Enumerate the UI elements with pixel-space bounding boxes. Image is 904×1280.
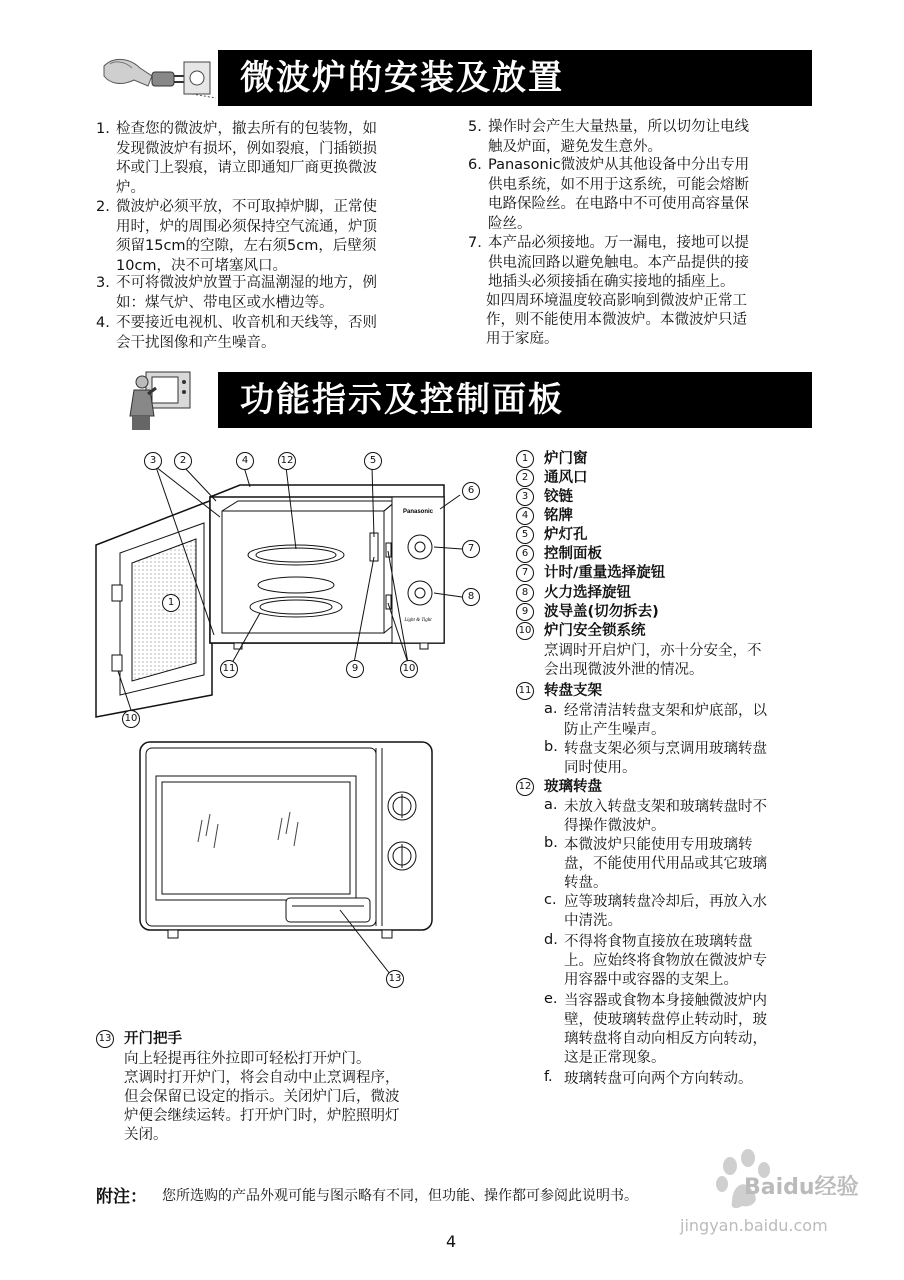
install-item-1 (96, 120, 456, 200)
item-number: 7. (468, 235, 482, 251)
sub-letter: e. (544, 991, 558, 1007)
section2-title: 功能指示及控制面板 (218, 372, 812, 428)
install-extra-note: 如四周环境温度较高影响到微波炉正常工 作，则不能使用本微波炉。本微波炉只适 用于家庭。 (486, 293, 747, 347)
item-text: 不可将微波炉放置于高温潮湿的地方，例 如：煤气炉、带电区或水槽边等。 (116, 275, 377, 311)
microwave-open-diagram (90, 445, 500, 730)
legend-mark: 1 (516, 450, 534, 468)
install-item-7 (468, 234, 808, 294)
callout-8: 8 (462, 588, 480, 606)
item-text: 微波炉必须平放，不可取掉炉脚，正常使 用时，炉的周围必须保持空气流通，炉顶 须留15cm的空隙，左右须5cm，后壁须 10cm，决不可堵塞风口。 (116, 199, 377, 274)
legend-item-11 (516, 682, 816, 701)
callout-6: 6 (462, 482, 480, 500)
watermark-logo: Baidu经验 (744, 1175, 859, 1200)
legend-item-8 (516, 584, 816, 603)
install-item-4 (96, 314, 456, 354)
install-item-5 (468, 118, 808, 158)
install-item-2 (96, 198, 456, 278)
item-text: 操作时会产生大量热量，所以切勿让电线 触及炉面，避免发生意外。 (488, 119, 749, 155)
legend-label: 铭牌 (544, 508, 573, 524)
item12-sub-c (544, 893, 814, 931)
page-number: 4 (446, 1232, 457, 1251)
legend-mark: 8 (516, 584, 534, 602)
legend-mark: 2 (516, 469, 534, 487)
item-number: 3. (96, 275, 110, 291)
sub-letter: c. (544, 892, 557, 908)
legend-mark: 3 (516, 488, 534, 506)
legend-mark: 6 (516, 545, 534, 563)
item-text: Panasonic微波炉从其他设备中分出专用 供电系统，如不用于这系统，可能会熔断 电路保险丝。在电路中不可使用高容量保 险丝。 (488, 157, 750, 232)
callout-4: 4 (236, 452, 254, 470)
install-item-6 (468, 156, 808, 236)
sub-letter: b. (544, 739, 558, 755)
legend-label: 炉灯孔 (544, 527, 588, 543)
brand-label: Panasonic (402, 509, 434, 515)
section1-title: 微波炉的安装及放置 (218, 50, 812, 106)
sub-letter: d. (544, 932, 558, 948)
callout-3: 3 (144, 452, 162, 470)
sub-letter: f. (544, 1069, 553, 1085)
item11-sub-a (544, 702, 814, 740)
sub-text: 玻璃转盘可向两个方向转动。 (564, 1071, 753, 1087)
callout-10: 10 (400, 660, 418, 678)
callout-13: 13 (386, 970, 404, 988)
legend-item-10-desc: 烹调时开启炉门，亦十分安全，不 会出现微波外泄的情况。 (544, 643, 762, 678)
item-number: 1. (96, 121, 110, 137)
legend-mark: 11 (516, 682, 534, 700)
badge-label: Light & Tight (404, 618, 432, 623)
legend-item-13 (96, 1030, 396, 1049)
callout-2: 2 (174, 452, 192, 470)
sub-letter: a. (544, 701, 558, 717)
legend-mark: 13 (96, 1030, 114, 1048)
legend-label: 转盘支架 (544, 683, 602, 699)
sub-text: 不得将食物直接放在玻璃转盘 上。应始终将食物放在微波炉专 用容器中或容器的支架上。 (564, 934, 767, 988)
footnote-label: 附注： (96, 1187, 147, 1207)
item-text: 检查您的微波炉，撤去所有的包装物，如 发现微波炉有损坏，例如裂痕，门插锁损 坏或门上裂痕，请立即通知厂商更换微波 炉。 (116, 121, 377, 196)
legend-item-9 (516, 603, 816, 622)
legend-label: 火力选择旋钮 (544, 585, 631, 601)
legend-item-3 (516, 488, 816, 507)
microwave-person-icon (126, 366, 196, 432)
legend-mark: 4 (516, 507, 534, 525)
legend-item-7 (516, 564, 816, 583)
legend-item-12 (516, 778, 816, 797)
callout-5: 5 (364, 452, 382, 470)
item12-sub-f (544, 1070, 814, 1089)
item11-sub-b (544, 740, 814, 778)
legend-label: 通风口 (544, 470, 588, 486)
sub-text: 当容器或食物本身接触微波炉内 壁，使玻璃转盘停止转动时，玻 璃转盘将自动向相反方向转动， 这是正常现象。 (564, 993, 767, 1066)
sub-text: 经常清洁转盘支架和炉底部，以 防止产生噪声。 (564, 703, 767, 738)
callout-10: 10 (122, 710, 140, 728)
plug-icon (96, 50, 216, 105)
item12-sub-d (544, 933, 814, 990)
item-number: 6. (468, 157, 482, 173)
legend-item-5 (516, 526, 816, 545)
callout-11: 11 (220, 660, 238, 678)
legend-label: 炉门窗 (544, 451, 588, 467)
legend-mark: 5 (516, 526, 534, 544)
item-text: 本产品必须接地。万一漏电，接地可以提 供电流回路以避免触电。本产品提供的接 地插头必须接插在确实接地的插座上。 (488, 235, 749, 290)
legend-mark: 7 (516, 564, 534, 582)
sub-text: 未放入转盘支架和玻璃转盘时不 得操作微波炉。 (564, 799, 767, 834)
item12-sub-a (544, 798, 814, 836)
footnote-text: 您所选购的产品外观可能与图示略有不同，但功能、操作都可参阅此说明书。 (162, 1188, 638, 1204)
legend-label: 波导盖(切勿拆去) (544, 604, 659, 620)
watermark-url: jingyan.baidu.com (680, 1216, 828, 1235)
legend-mark: 9 (516, 603, 534, 621)
install-item-3 (96, 274, 456, 314)
microwave-closed-diagram (132, 738, 442, 988)
item-number: 5. (468, 119, 482, 135)
legend-item-1 (516, 450, 816, 469)
callout-1: 1 (162, 594, 180, 612)
footnote (96, 1182, 816, 1206)
legend-item-6 (516, 545, 816, 564)
legend-label: 铰链 (544, 489, 573, 505)
legend-label: 控制面板 (544, 546, 602, 562)
callout-7: 7 (462, 540, 480, 558)
legend-item-13-desc: 向上轻提再往外拉即可轻松打开炉门。 烹调时打开炉门，将会自动中止烹调程序， 但会保留已设定的指示。关闭炉门后，微波 炉便会继续运转。打开炉门时，炉腔照明灯 关闭。 (124, 1051, 400, 1143)
legend-item-4 (516, 507, 816, 526)
item-number: 4. (96, 315, 110, 331)
sub-letter: a. (544, 797, 558, 813)
item-number: 2. (96, 199, 110, 215)
sub-text: 转盘支架必须与烹调用玻璃转盘 同时使用。 (564, 741, 767, 776)
legend-label: 开门把手 (124, 1031, 182, 1047)
legend-label: 玻璃转盘 (544, 779, 602, 795)
legend-mark: 12 (516, 778, 534, 796)
legend-mark: 10 (516, 622, 534, 640)
legend-item-10 (516, 622, 816, 641)
legend-label: 炉门安全锁系统 (544, 623, 646, 639)
legend-item-2 (516, 469, 816, 488)
callout-9: 9 (346, 660, 364, 678)
item-text: 不要接近电视机、收音机和天线等，否则 会干扰图像和产生噪音。 (116, 315, 377, 351)
sub-letter: b. (544, 835, 558, 851)
callout-12: 12 (278, 452, 296, 470)
legend-label: 计时/重量选择旋钮 (544, 565, 666, 581)
sub-text: 本微波炉只能使用专用玻璃转 盘，不能使用代用品或其它玻璃 转盘。 (564, 837, 767, 891)
item12-sub-b (544, 836, 814, 893)
item12-sub-e (544, 992, 814, 1068)
sub-text: 应等玻璃转盘冷却后，再放入水 中清洗。 (564, 894, 767, 929)
